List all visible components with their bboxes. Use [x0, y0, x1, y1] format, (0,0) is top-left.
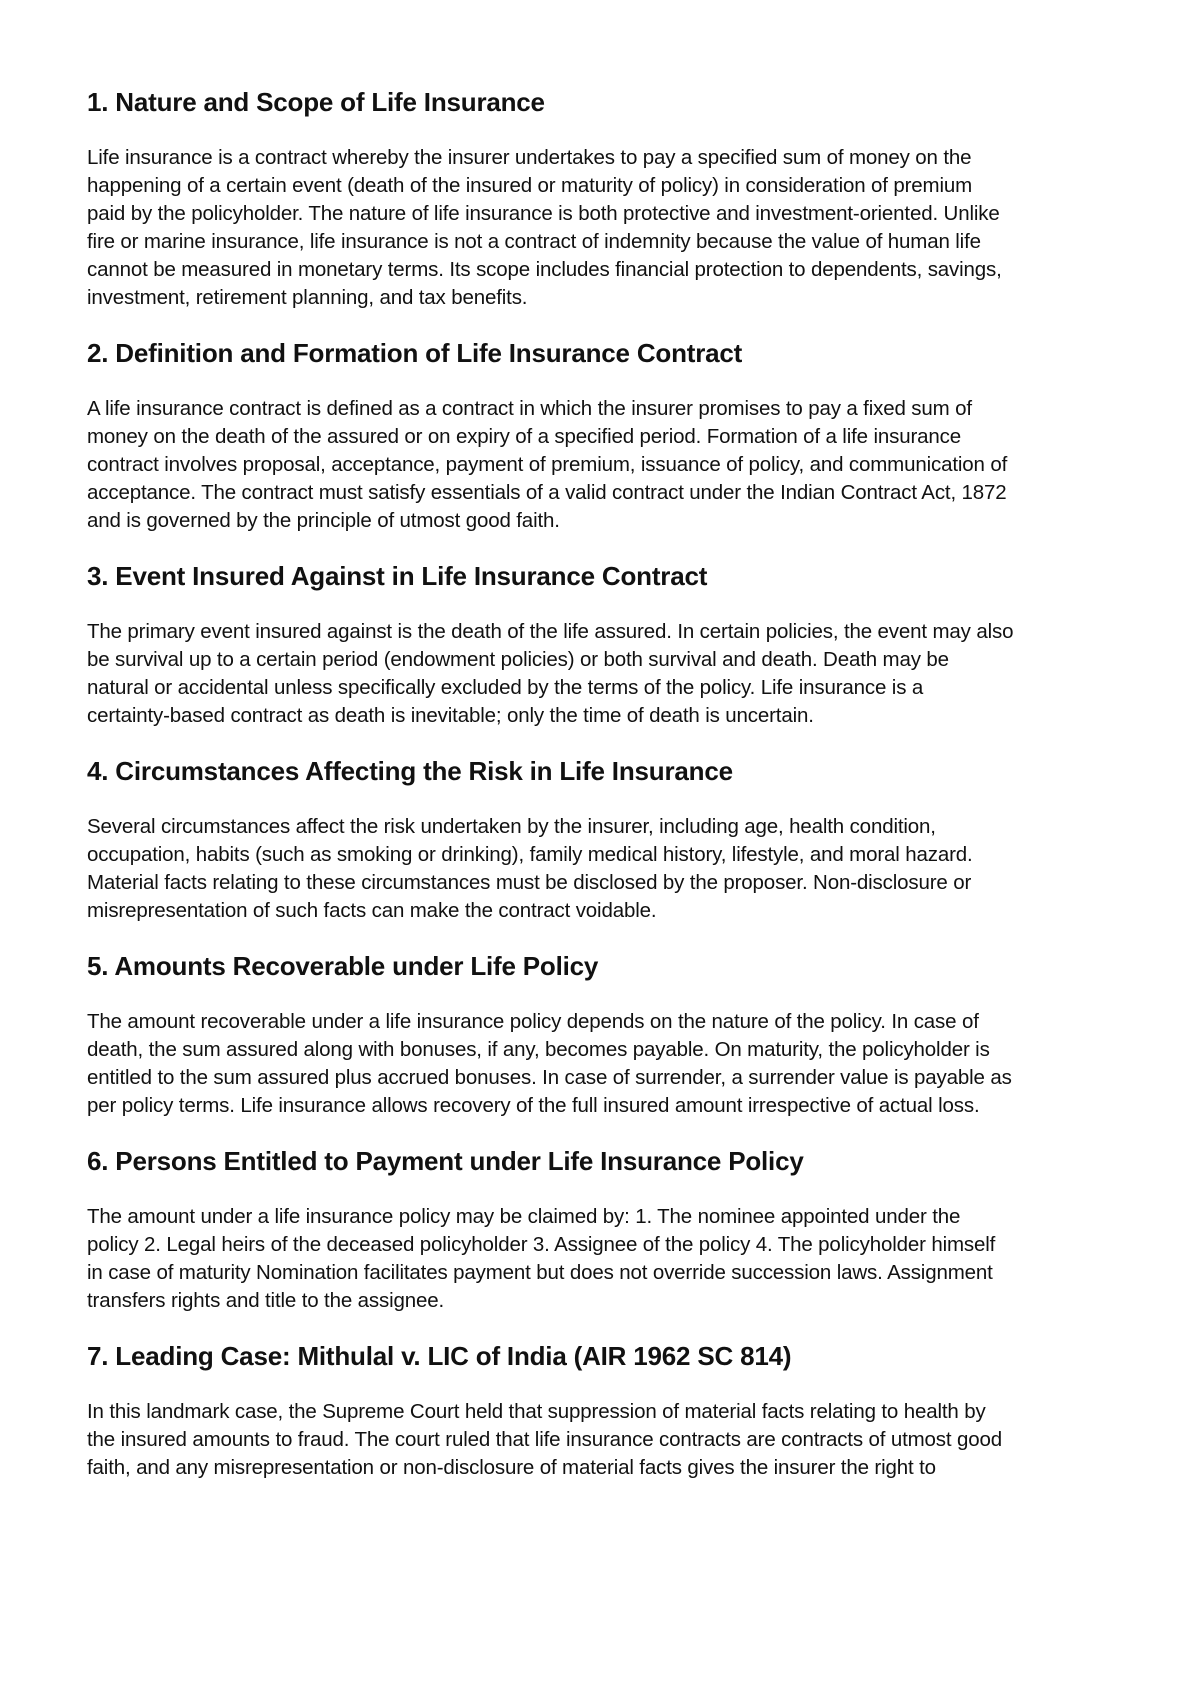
text-line: The primary event insured against is the death of the life assured. In certain policies, the event may also — [87, 620, 1014, 643]
section-heading: 4. Circumstances Affecting the Risk in Life Insurance — [87, 756, 733, 786]
text-line: certainty-based contract as death is inevitable; only the time of death is uncertain. — [87, 704, 814, 727]
text-line: and is governed by the principle of utmost good faith. — [87, 509, 560, 532]
text-line: death, the sum assured along with bonuses, if any, becomes payable. On maturity, the policyholder is — [87, 1038, 990, 1061]
section-leading-case — [87, 1336, 1117, 1482]
text-line: The amount recoverable under a life insurance policy depends on the nature of the policy. In case of — [87, 1010, 979, 1033]
section-nature-and-scope — [87, 82, 1117, 312]
text-line: fire or marine insurance, life insurance is not a contract of indemnity because the value of human life — [87, 230, 981, 253]
section-risk-circumstances — [87, 751, 1117, 925]
text-line: transfers rights and title to the assignee. — [87, 1289, 445, 1312]
text-line: investment, retirement planning, and tax benefits. — [87, 286, 528, 309]
text-line: paid by the policyholder. The nature of life insurance is both protective and investment-oriented. Unlike — [87, 202, 1000, 225]
section-heading: 3. Event Insured Against in Life Insurance Contract — [87, 561, 708, 591]
document-page — [87, 82, 1117, 1503]
section-body — [87, 618, 1117, 730]
text-line: happening of a certain event (death of the insured or maturity of policy) in consideration of premium — [87, 174, 973, 197]
section-heading: 1. Nature and Scope of Life Insurance — [87, 87, 545, 117]
section-heading: 2. Definition and Formation of Life Insurance Contract — [87, 338, 743, 368]
text-line: Several circumstances affect the risk undertaken by the insurer, including age, health condition, — [87, 815, 936, 838]
section-heading: 5. Amounts Recoverable under Life Policy — [87, 951, 599, 981]
text-line: in case of maturity Nomination facilitates payment but does not override succession laws. Assignment — [87, 1261, 993, 1284]
section-event-insured — [87, 556, 1117, 730]
section-body — [87, 395, 1117, 535]
section-body — [87, 1398, 1117, 1482]
section-heading: 7. Leading Case: Mithulal v. LIC of India (AIR 1962 SC 814) — [87, 1341, 792, 1371]
text-line: A life insurance contract is defined as a contract in which the insurer promises to pay a fixed sum of — [87, 397, 972, 420]
text-line: Material facts relating to these circumstances must be disclosed by the proposer. Non-disclosure or — [87, 871, 972, 894]
text-line: acceptance. The contract must satisfy essentials of a valid contract under the Indian Contract Act, 1872 — [87, 481, 1007, 504]
text-line: money on the death of the assured or on expiry of a specified period. Formation of a life insurance — [87, 425, 961, 448]
text-line: the insured amounts to fraud. The court ruled that life insurance contracts are contracts of utmost good — [87, 1428, 1002, 1451]
section-persons-entitled — [87, 1141, 1117, 1315]
text-line: faith, and any misrepresentation or non-disclosure of material facts gives the insurer the right to — [87, 1456, 936, 1479]
section-body — [87, 144, 1117, 312]
section-heading: 6. Persons Entitled to Payment under Life Insurance Policy — [87, 1146, 804, 1176]
text-line: contract involves proposal, acceptance, payment of premium, issuance of policy, and communication of — [87, 453, 1008, 476]
text-line: per policy terms. Life insurance allows recovery of the full insured amount irrespective of actual loss. — [87, 1094, 980, 1117]
text-line: cannot be measured in monetary terms. Its scope includes financial protection to dependents, savings, — [87, 258, 1002, 281]
section-definition-and-formation — [87, 333, 1117, 535]
section-body — [87, 813, 1117, 925]
text-line: be survival up to a certain period (endowment policies) or both survival and death. Death may be — [87, 648, 949, 671]
text-line: In this landmark case, the Supreme Court held that suppression of material facts relating to health by — [87, 1400, 986, 1423]
text-line: natural or accidental unless specifically excluded by the terms of the policy. Life insurance is a — [87, 676, 924, 699]
section-amounts-recoverable — [87, 946, 1117, 1120]
section-body — [87, 1008, 1117, 1120]
text-line: occupation, habits (such as smoking or drinking), family medical history, lifestyle, and moral hazard. — [87, 843, 973, 866]
text-line: policy 2. Legal heirs of the deceased policyholder 3. Assignee of the policy 4. The policyholder himself — [87, 1233, 996, 1256]
text-line: Life insurance is a contract whereby the insurer undertakes to pay a specified sum of money on the — [87, 146, 972, 169]
text-line: The amount under a life insurance policy may be claimed by: 1. The nominee appointed under the — [87, 1205, 961, 1228]
section-body — [87, 1203, 1117, 1315]
text-line: misrepresentation of such facts can make the contract voidable. — [87, 899, 657, 922]
text-line: entitled to the sum assured plus accrued bonuses. In case of surrender, a surrender value is payable as — [87, 1066, 1012, 1089]
